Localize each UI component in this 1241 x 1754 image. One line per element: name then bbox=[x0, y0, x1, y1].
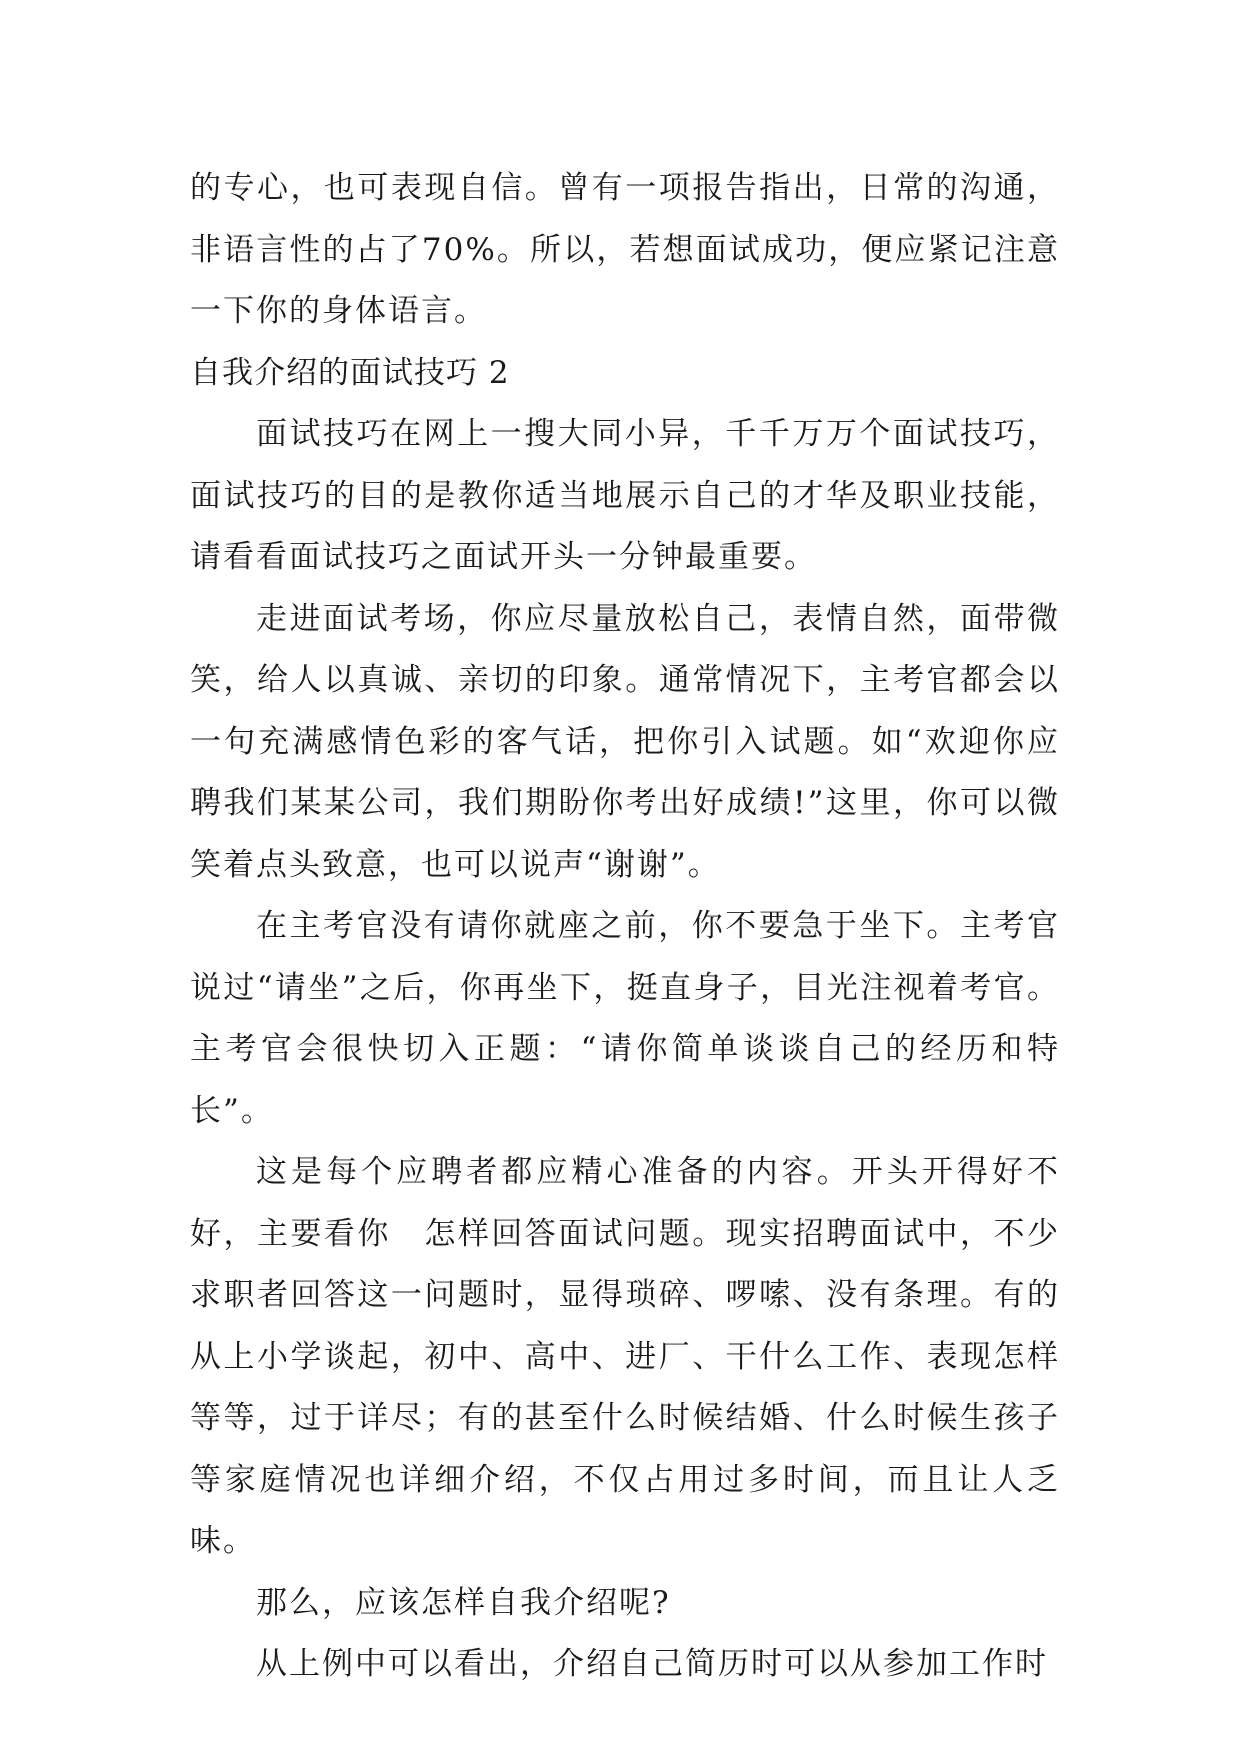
paragraph-7: 从上例中可以看出，介绍自己简历时可以从参加工作时 bbox=[256, 1646, 1048, 1682]
paragraph-4: 在主考官没有请你就座之前，你不要急于坐下。主考官说过“请坐”之后，你再坐下，挺直身子，目光注视着考官。主考官会很快切入正题：“请你简单谈谈自己的经历和特长”。 bbox=[190, 908, 1060, 1129]
paragraph-3: 走进面试考场，你应尽量放松自己，表情自然，面带微笑，给人以真诚、亲切的印象。通常情况下，主考官都会以一句充满感情色彩的客气话，把你引入试题。如“欢迎你应聘我们某某公司，我们期盼你考出好成绩!”这里，你可以微笑着点头致意，也可以说声“谢谢”。 bbox=[190, 600, 1060, 883]
section-heading: 自我介绍的面试技巧 2 bbox=[190, 354, 510, 391]
paragraph-5: 这是每个应聘者都应精心准备的内容。开头开得好不好，主要看你 怎样回答面试问题。现实招聘面试中，不少求职者回答这一问题时，显得琐碎、啰嗦、没有条理。有的从上小学谈起，初中、高中、进厂、干什么工作、表现怎样等等，过于详尽；有的甚至什么时候结婚、什么时候生孩子等家庭情况也详细介绍，不仅占用过多时间，而且让人乏味。 bbox=[190, 1154, 1060, 1559]
paragraph-1: 的专心，也可表现自信。曾有一项报告指出，日常的沟通，非语言性的占了70%。所以，若想面试成功，便应紧记注意一下你的身体语言。 bbox=[190, 170, 1060, 329]
paragraph-2: 面试技巧在网上一搜大同小异，千千万万个面试技巧，面试技巧的目的是教你适当地展示自己的才华及职业技能，请看看面试技巧之面试开头一分钟最重要。 bbox=[190, 416, 1060, 575]
document-body bbox=[190, 158, 1060, 1696]
paragraph-6: 那么，应该怎样自我介绍呢? bbox=[256, 1584, 671, 1621]
